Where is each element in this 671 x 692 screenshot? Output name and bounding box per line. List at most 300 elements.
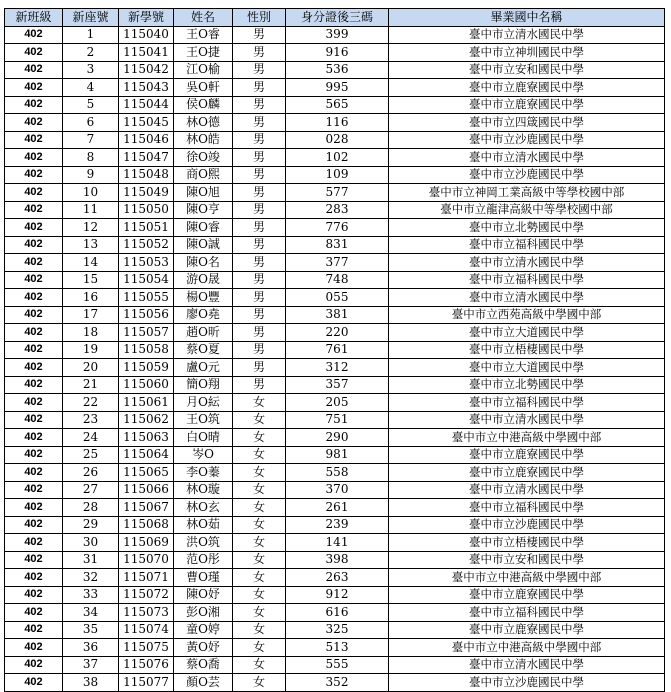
- class-cell: 402: [5, 61, 63, 79]
- gender-cell: 男: [233, 61, 286, 79]
- junior-high-cell: 臺中市立梧棲國民中學: [389, 534, 665, 552]
- gender-cell: 女: [233, 411, 286, 429]
- gender-cell: 男: [233, 219, 286, 237]
- table-row: [5, 516, 665, 534]
- id-last3-cell: 028: [286, 131, 389, 149]
- seat-cell: 4: [63, 79, 119, 97]
- student-id-cell: 115051: [119, 219, 174, 237]
- id-last3-cell: 357: [286, 376, 389, 394]
- table-row: [5, 271, 665, 289]
- class-cell: 402: [5, 569, 63, 587]
- name-cell: 陳O睿: [174, 219, 233, 237]
- class-cell: 402: [5, 359, 63, 377]
- student-id-cell: 115074: [119, 621, 174, 639]
- name-cell: 曹O瑾: [174, 569, 233, 587]
- gender-cell: 女: [233, 639, 286, 657]
- class-cell: 402: [5, 324, 63, 342]
- header-seat: 新座號: [63, 9, 119, 27]
- gender-cell: 男: [233, 79, 286, 97]
- student-id-cell: 115077: [119, 674, 174, 692]
- seat-cell: 34: [63, 604, 119, 622]
- header-id-last3: 身分證後三碼: [286, 9, 389, 27]
- id-last3-cell: 577: [286, 184, 389, 202]
- seat-cell: 2: [63, 44, 119, 62]
- table-row: [5, 79, 665, 97]
- junior-high-cell: 臺中市立福科國民中學: [389, 604, 665, 622]
- name-cell: 陳O誠: [174, 236, 233, 254]
- gender-cell: 男: [233, 306, 286, 324]
- gender-cell: 男: [233, 96, 286, 114]
- junior-high-cell: 臺中市立清水國民中學: [389, 149, 665, 167]
- id-last3-cell: 916: [286, 44, 389, 62]
- name-cell: 趙O昕: [174, 324, 233, 342]
- gender-cell: 女: [233, 446, 286, 464]
- seat-cell: 8: [63, 149, 119, 167]
- table-row: [5, 131, 665, 149]
- junior-high-cell: 臺中市立安和國民中學: [389, 551, 665, 569]
- name-cell: 范O彤: [174, 551, 233, 569]
- junior-high-cell: 臺中市立四箴國民中學: [389, 114, 665, 132]
- class-cell: 402: [5, 114, 63, 132]
- junior-high-cell: 臺中市立梧棲國民中學: [389, 341, 665, 359]
- id-last3-cell: 109: [286, 166, 389, 184]
- junior-high-cell: 臺中市立清水國民中學: [389, 656, 665, 674]
- id-last3-cell: 748: [286, 271, 389, 289]
- id-last3-cell: 377: [286, 254, 389, 272]
- seat-cell: 27: [63, 481, 119, 499]
- name-cell: 黃O妤: [174, 639, 233, 657]
- name-cell: 陳O旭: [174, 184, 233, 202]
- id-last3-cell: 558: [286, 464, 389, 482]
- id-last3-cell: 761: [286, 341, 389, 359]
- table-row: [5, 621, 665, 639]
- id-last3-cell: 565: [286, 96, 389, 114]
- class-cell: 402: [5, 586, 63, 604]
- junior-high-cell: 臺中市立安和國民中學: [389, 61, 665, 79]
- table-row: [5, 446, 665, 464]
- name-cell: 蔡O夏: [174, 341, 233, 359]
- student-id-cell: 115052: [119, 236, 174, 254]
- class-cell: 402: [5, 446, 63, 464]
- gender-cell: 男: [233, 44, 286, 62]
- gender-cell: 男: [233, 166, 286, 184]
- table-row: [5, 149, 665, 167]
- name-cell: 盧O元: [174, 359, 233, 377]
- seat-cell: 36: [63, 639, 119, 657]
- table-row: [5, 674, 665, 692]
- table-row: [5, 26, 665, 44]
- junior-high-cell: 臺中市立鹿寮國民中學: [389, 79, 665, 97]
- seat-cell: 22: [63, 394, 119, 412]
- junior-high-cell: 臺中市立福科國民中學: [389, 236, 665, 254]
- class-cell: 402: [5, 149, 63, 167]
- student-id-cell: 115067: [119, 499, 174, 517]
- name-cell: 陳O名: [174, 254, 233, 272]
- seat-cell: 3: [63, 61, 119, 79]
- table-row: [5, 464, 665, 482]
- name-cell: 侯O麟: [174, 96, 233, 114]
- junior-high-cell: 臺中市立西苑高級中學國中部: [389, 306, 665, 324]
- seat-cell: 37: [63, 656, 119, 674]
- seat-cell: 11: [63, 201, 119, 219]
- student-id-cell: 115060: [119, 376, 174, 394]
- id-last3-cell: 205: [286, 394, 389, 412]
- student-id-cell: 115069: [119, 534, 174, 552]
- junior-high-cell: 臺中市立福科國民中學: [389, 271, 665, 289]
- gender-cell: 男: [233, 26, 286, 44]
- seat-cell: 21: [63, 376, 119, 394]
- student-id-cell: 115047: [119, 149, 174, 167]
- id-last3-cell: 381: [286, 306, 389, 324]
- name-cell: 王O睿: [174, 26, 233, 44]
- header-gender: 性別: [233, 9, 286, 27]
- seat-cell: 28: [63, 499, 119, 517]
- seat-cell: 32: [63, 569, 119, 587]
- gender-cell: 女: [233, 394, 286, 412]
- class-cell: 402: [5, 306, 63, 324]
- student-id-cell: 115046: [119, 131, 174, 149]
- table-row: [5, 289, 665, 307]
- name-cell: 廖O堯: [174, 306, 233, 324]
- seat-cell: 17: [63, 306, 119, 324]
- table-row: [5, 96, 665, 114]
- class-cell: 402: [5, 131, 63, 149]
- name-cell: 洪O筑: [174, 534, 233, 552]
- gender-cell: 男: [233, 236, 286, 254]
- id-last3-cell: 141: [286, 534, 389, 552]
- table-row: [5, 534, 665, 552]
- id-last3-cell: 261: [286, 499, 389, 517]
- table-row: [5, 481, 665, 499]
- table-row: [5, 114, 665, 132]
- gender-cell: 男: [233, 376, 286, 394]
- id-last3-cell: 370: [286, 481, 389, 499]
- id-last3-cell: 751: [286, 411, 389, 429]
- class-cell: 402: [5, 411, 63, 429]
- student-id-cell: 115059: [119, 359, 174, 377]
- name-cell: 游O晟: [174, 271, 233, 289]
- junior-high-cell: 臺中市立鹿寮國民中學: [389, 621, 665, 639]
- table-row: [5, 254, 665, 272]
- junior-high-cell: 臺中市立鹿寮國民中學: [389, 464, 665, 482]
- header-class: 新班級: [5, 9, 63, 27]
- class-cell: 402: [5, 429, 63, 447]
- table-row: [5, 604, 665, 622]
- gender-cell: 女: [233, 604, 286, 622]
- id-last3-cell: 555: [286, 656, 389, 674]
- junior-high-cell: 臺中市立北勢國民中學: [389, 219, 665, 237]
- class-cell: 402: [5, 44, 63, 62]
- seat-cell: 31: [63, 551, 119, 569]
- student-id-cell: 115068: [119, 516, 174, 534]
- id-last3-cell: 352: [286, 674, 389, 692]
- seat-cell: 6: [63, 114, 119, 132]
- class-cell: 402: [5, 534, 63, 552]
- name-cell: 楊O豐: [174, 289, 233, 307]
- name-cell: 月O紜: [174, 394, 233, 412]
- id-last3-cell: 116: [286, 114, 389, 132]
- table-row: [5, 306, 665, 324]
- gender-cell: 男: [233, 184, 286, 202]
- junior-high-cell: 臺中市立清水國民中學: [389, 411, 665, 429]
- junior-high-cell: 臺中市立清水國民中學: [389, 26, 665, 44]
- seat-cell: 35: [63, 621, 119, 639]
- table-row: [5, 586, 665, 604]
- student-id-cell: 115048: [119, 166, 174, 184]
- name-cell: 李O蓁: [174, 464, 233, 482]
- name-cell: 岑O: [174, 446, 233, 464]
- gender-cell: 男: [233, 114, 286, 132]
- name-cell: 白O晴: [174, 429, 233, 447]
- gender-cell: 女: [233, 586, 286, 604]
- junior-high-cell: 臺中市立神圳國民中學: [389, 44, 665, 62]
- seat-cell: 15: [63, 271, 119, 289]
- table-row: [5, 219, 665, 237]
- student-id-cell: 115071: [119, 569, 174, 587]
- name-cell: 徐O竣: [174, 149, 233, 167]
- junior-high-cell: 臺中市立龍津高級中等學校國中部: [389, 201, 665, 219]
- junior-high-cell: 臺中市立沙鹿國民中學: [389, 516, 665, 534]
- table-row: [5, 61, 665, 79]
- seat-cell: 18: [63, 324, 119, 342]
- student-id-cell: 115040: [119, 26, 174, 44]
- gender-cell: 女: [233, 621, 286, 639]
- student-id-cell: 115064: [119, 446, 174, 464]
- name-cell: 王O捷: [174, 44, 233, 62]
- student-id-cell: 115062: [119, 411, 174, 429]
- seat-cell: 1: [63, 26, 119, 44]
- table-row: [5, 236, 665, 254]
- name-cell: 顏O芸: [174, 674, 233, 692]
- junior-high-cell: 臺中市立中港高級中學國中部: [389, 569, 665, 587]
- class-cell: 402: [5, 621, 63, 639]
- seat-cell: 30: [63, 534, 119, 552]
- table-body: [5, 26, 665, 691]
- class-cell: 402: [5, 26, 63, 44]
- student-id-cell: 115075: [119, 639, 174, 657]
- id-last3-cell: 776: [286, 219, 389, 237]
- id-last3-cell: 399: [286, 26, 389, 44]
- name-cell: 林O茹: [174, 516, 233, 534]
- table-row: [5, 184, 665, 202]
- name-cell: 林O德: [174, 114, 233, 132]
- id-last3-cell: 055: [286, 289, 389, 307]
- gender-cell: 男: [233, 359, 286, 377]
- seat-cell: 19: [63, 341, 119, 359]
- class-cell: 402: [5, 376, 63, 394]
- junior-high-cell: 臺中市立清水國民中學: [389, 254, 665, 272]
- table-row: [5, 569, 665, 587]
- name-cell: 蔡O喬: [174, 656, 233, 674]
- name-cell: 彭O湘: [174, 604, 233, 622]
- seat-cell: 29: [63, 516, 119, 534]
- class-cell: 402: [5, 289, 63, 307]
- id-last3-cell: 283: [286, 201, 389, 219]
- seat-cell: 26: [63, 464, 119, 482]
- table-row: [5, 656, 665, 674]
- student-id-cell: 115045: [119, 114, 174, 132]
- class-cell: 402: [5, 341, 63, 359]
- gender-cell: 男: [233, 201, 286, 219]
- seat-cell: 10: [63, 184, 119, 202]
- table-row: [5, 201, 665, 219]
- gender-cell: 女: [233, 569, 286, 587]
- junior-high-cell: 臺中市立鹿寮國民中學: [389, 96, 665, 114]
- class-cell: 402: [5, 516, 63, 534]
- gender-cell: 女: [233, 516, 286, 534]
- gender-cell: 男: [233, 341, 286, 359]
- table-row: [5, 394, 665, 412]
- name-cell: 簡O翔: [174, 376, 233, 394]
- gender-cell: 女: [233, 464, 286, 482]
- class-cell: 402: [5, 166, 63, 184]
- junior-high-cell: 臺中市立沙鹿國民中學: [389, 674, 665, 692]
- id-last3-cell: 912: [286, 586, 389, 604]
- class-roster-table: [4, 8, 665, 692]
- junior-high-cell: 臺中市立中港高級中學國中部: [389, 639, 665, 657]
- seat-cell: 9: [63, 166, 119, 184]
- class-cell: 402: [5, 639, 63, 657]
- student-id-cell: 115063: [119, 429, 174, 447]
- seat-cell: 23: [63, 411, 119, 429]
- name-cell: 王O筑: [174, 411, 233, 429]
- seat-cell: 14: [63, 254, 119, 272]
- header-junior-high: 畢業國中名稱: [389, 9, 665, 27]
- name-cell: 林O璇: [174, 481, 233, 499]
- name-cell: 童O婷: [174, 621, 233, 639]
- gender-cell: 女: [233, 481, 286, 499]
- id-last3-cell: 263: [286, 569, 389, 587]
- seat-cell: 7: [63, 131, 119, 149]
- student-id-cell: 115061: [119, 394, 174, 412]
- junior-high-cell: 臺中市立鹿寮國民中學: [389, 586, 665, 604]
- gender-cell: 男: [233, 324, 286, 342]
- student-id-cell: 115076: [119, 656, 174, 674]
- junior-high-cell: 臺中市立大道國民中學: [389, 359, 665, 377]
- id-last3-cell: 536: [286, 61, 389, 79]
- gender-cell: 男: [233, 254, 286, 272]
- junior-high-cell: 臺中市立沙鹿國民中學: [389, 166, 665, 184]
- table-row: [5, 341, 665, 359]
- table-row: [5, 324, 665, 342]
- table-row: [5, 44, 665, 62]
- table-row: [5, 551, 665, 569]
- junior-high-cell: 臺中市立清水國民中學: [389, 289, 665, 307]
- seat-cell: 25: [63, 446, 119, 464]
- gender-cell: 女: [233, 534, 286, 552]
- class-cell: 402: [5, 604, 63, 622]
- class-cell: 402: [5, 394, 63, 412]
- gender-cell: 男: [233, 289, 286, 307]
- gender-cell: 女: [233, 499, 286, 517]
- table-row: [5, 166, 665, 184]
- student-id-cell: 115058: [119, 341, 174, 359]
- seat-cell: 38: [63, 674, 119, 692]
- student-id-cell: 115044: [119, 96, 174, 114]
- table-row: [5, 429, 665, 447]
- seat-cell: 20: [63, 359, 119, 377]
- table-row: [5, 376, 665, 394]
- name-cell: 陳O亨: [174, 201, 233, 219]
- seat-cell: 16: [63, 289, 119, 307]
- id-last3-cell: 220: [286, 324, 389, 342]
- student-id-cell: 115066: [119, 481, 174, 499]
- seat-cell: 12: [63, 219, 119, 237]
- class-cell: 402: [5, 184, 63, 202]
- id-last3-cell: 312: [286, 359, 389, 377]
- student-id-cell: 115072: [119, 586, 174, 604]
- class-cell: 402: [5, 656, 63, 674]
- junior-high-cell: 臺中市立北勢國民中學: [389, 376, 665, 394]
- student-id-cell: 115041: [119, 44, 174, 62]
- student-id-cell: 115070: [119, 551, 174, 569]
- student-id-cell: 115056: [119, 306, 174, 324]
- class-cell: 402: [5, 674, 63, 692]
- seat-cell: 24: [63, 429, 119, 447]
- student-id-cell: 115065: [119, 464, 174, 482]
- header-name: 姓名: [174, 9, 233, 27]
- table-row: [5, 499, 665, 517]
- junior-high-cell: 臺中市立鹿寮國民中學: [389, 446, 665, 464]
- student-id-cell: 115054: [119, 271, 174, 289]
- id-last3-cell: 616: [286, 604, 389, 622]
- table-header: [5, 9, 665, 27]
- header-student-id: 新學號: [119, 9, 174, 27]
- name-cell: 陳O妤: [174, 586, 233, 604]
- class-cell: 402: [5, 96, 63, 114]
- gender-cell: 女: [233, 551, 286, 569]
- id-last3-cell: 325: [286, 621, 389, 639]
- seat-cell: 5: [63, 96, 119, 114]
- id-last3-cell: 513: [286, 639, 389, 657]
- class-cell: 402: [5, 254, 63, 272]
- gender-cell: 女: [233, 429, 286, 447]
- table-row: [5, 359, 665, 377]
- student-id-cell: 115055: [119, 289, 174, 307]
- class-cell: 402: [5, 551, 63, 569]
- junior-high-cell: 臺中市立中港高級中學國中部: [389, 429, 665, 447]
- class-cell: 402: [5, 499, 63, 517]
- gender-cell: 男: [233, 149, 286, 167]
- student-id-cell: 115043: [119, 79, 174, 97]
- gender-cell: 女: [233, 656, 286, 674]
- name-cell: 商O熙: [174, 166, 233, 184]
- junior-high-cell: 臺中市立大道國民中學: [389, 324, 665, 342]
- name-cell: 吳O軒: [174, 79, 233, 97]
- student-id-cell: 115042: [119, 61, 174, 79]
- name-cell: 林O皓: [174, 131, 233, 149]
- student-id-cell: 115057: [119, 324, 174, 342]
- class-cell: 402: [5, 464, 63, 482]
- seat-cell: 33: [63, 586, 119, 604]
- id-last3-cell: 290: [286, 429, 389, 447]
- seat-cell: 13: [63, 236, 119, 254]
- student-id-cell: 115053: [119, 254, 174, 272]
- table-row: [5, 639, 665, 657]
- class-cell: 402: [5, 79, 63, 97]
- class-cell: 402: [5, 236, 63, 254]
- gender-cell: 男: [233, 271, 286, 289]
- student-id-cell: 115049: [119, 184, 174, 202]
- junior-high-cell: 臺中市立福科國民中學: [389, 394, 665, 412]
- junior-high-cell: 臺中市立清水國民中學: [389, 481, 665, 499]
- name-cell: 林O玄: [174, 499, 233, 517]
- table-row: [5, 411, 665, 429]
- header-row: [5, 9, 665, 27]
- id-last3-cell: 831: [286, 236, 389, 254]
- id-last3-cell: 981: [286, 446, 389, 464]
- class-cell: 402: [5, 219, 63, 237]
